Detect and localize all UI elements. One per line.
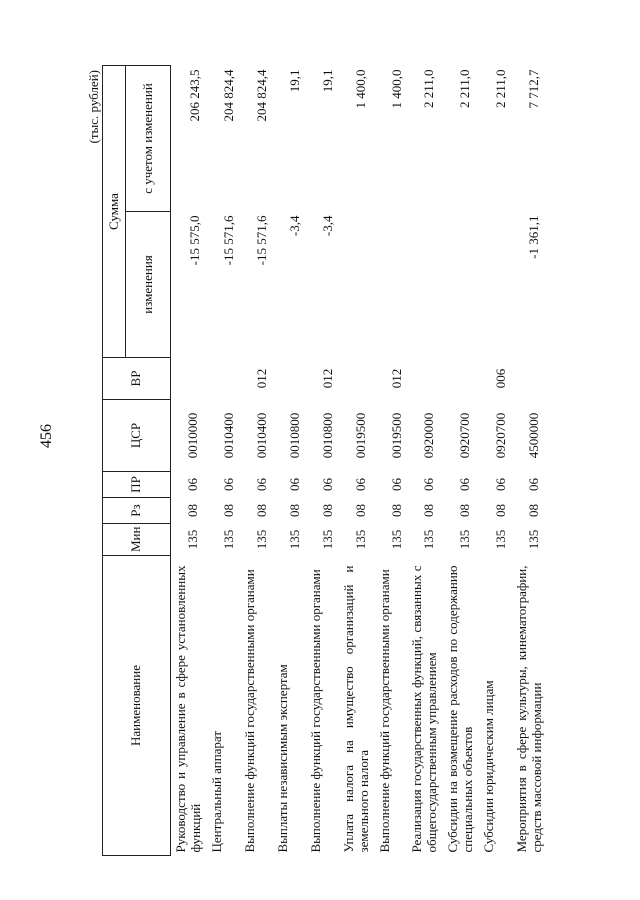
row-total: 204 824,4 (220, 69, 236, 122)
row-name: Субсидии юридическим лицам (481, 680, 497, 853)
row-csr: 0010800 (286, 412, 302, 459)
header-csr: ЦСР (103, 400, 171, 472)
row-pr: 06 (526, 478, 542, 491)
row-total: 1 400,0 (388, 69, 404, 109)
row-change (407, 212, 443, 358)
row-min: 135 (526, 529, 542, 550)
row-min: 135 (493, 529, 509, 550)
budget-table-page (84, 66, 564, 856)
row-rz: 08 (220, 504, 236, 517)
row-vr (512, 358, 548, 400)
row-min: 135 (319, 529, 335, 550)
row-total: 19,1 (319, 69, 335, 93)
header-sum: Сумма (103, 66, 126, 358)
row-csr: 0920700 (457, 412, 473, 459)
row-pr: 06 (220, 478, 236, 491)
header-pr: ПР (103, 472, 171, 498)
row-total: 2 211,0 (457, 69, 473, 109)
row-min: 135 (388, 529, 404, 550)
table-row (479, 66, 512, 856)
row-min: 135 (185, 529, 200, 550)
header-change: изменения (126, 212, 171, 358)
row-vr (443, 358, 479, 400)
row-vr: 012 (253, 368, 269, 389)
row-pr: 06 (253, 478, 269, 491)
row-csr: 0010400 (253, 412, 269, 459)
page-number: 456 (38, 424, 55, 448)
row-vr (171, 358, 207, 400)
row-name: Выполнение функций государственными органами (241, 569, 257, 853)
header-name: Наименование (103, 556, 171, 856)
row-total: 2 211,0 (421, 69, 437, 109)
row-rz: 08 (253, 504, 269, 517)
row-name: Уплата налога на имущество организаций и земельного налога (340, 565, 371, 853)
row-vr (273, 358, 306, 400)
row-vr: 006 (493, 368, 509, 389)
row-csr: 0010800 (319, 412, 335, 459)
row-csr: 0010400 (220, 412, 236, 459)
row-vr (339, 358, 375, 400)
units-label: (тыс. рублей) (86, 70, 101, 144)
row-total: 19,1 (286, 69, 302, 93)
header-rz: Рз (103, 498, 171, 524)
row-min: 135 (253, 529, 269, 550)
row-name: Мероприятия в сфере культуры, кинематографии, средств массовой информации (514, 565, 545, 853)
row-csr: 0019500 (388, 412, 404, 459)
row-name: Выполнение функций государственными органами (307, 569, 323, 853)
row-csr: 0920700 (493, 412, 509, 459)
table-row (171, 66, 207, 856)
row-vr: 012 (388, 368, 404, 389)
row-csr: 0920000 (421, 412, 437, 459)
row-total: 2 211,0 (493, 69, 509, 109)
row-min: 135 (286, 529, 302, 550)
table-row (240, 66, 273, 856)
row-min: 135 (352, 529, 368, 550)
table-row (512, 66, 548, 856)
row-rz: 08 (319, 504, 335, 517)
row-rz: 08 (493, 504, 509, 517)
row-vr: 012 (319, 368, 335, 389)
row-pr: 06 (421, 478, 437, 491)
header-with-change: с учетом изменений (126, 66, 171, 212)
row-change (375, 212, 408, 358)
table-row (443, 66, 479, 856)
row-pr: 06 (185, 478, 200, 491)
row-rz: 08 (388, 504, 404, 517)
row-name: Выполнение функций государственными органами (376, 569, 392, 853)
row-name: Субсидии на возмещение расходов по содержанию специальных объектов (445, 565, 476, 853)
row-min: 135 (220, 529, 236, 550)
table-row (207, 66, 240, 856)
row-pr: 06 (493, 478, 509, 491)
row-name: Центральный аппарат (208, 730, 224, 853)
table-row (375, 66, 408, 856)
row-rz: 08 (457, 504, 473, 517)
row-change: -15 575,0 (187, 215, 202, 266)
row-rz: 08 (421, 504, 437, 517)
header-min: Мин (103, 524, 171, 556)
row-total: 7 712,7 (526, 69, 542, 109)
row-total: 204 824,4 (253, 69, 269, 122)
row-rz: 08 (286, 504, 302, 517)
row-change: -1 361,1 (526, 215, 542, 259)
table-row (339, 66, 375, 856)
row-csr: 0010000 (185, 412, 200, 459)
row-change (339, 212, 375, 358)
row-pr: 06 (286, 478, 302, 491)
row-name: Выплаты независимым экспертам (274, 664, 290, 853)
row-min: 135 (457, 529, 473, 550)
row-pr: 06 (457, 478, 473, 491)
row-csr: 4500000 (526, 412, 542, 459)
row-pr: 06 (352, 478, 368, 491)
row-name: Реализация государственных функций, связанных с общегосударственным управлением (409, 565, 440, 853)
row-change: -15 571,6 (220, 215, 236, 266)
row-rz: 08 (352, 504, 368, 517)
row-change: -3,4 (319, 215, 335, 237)
table-row (273, 66, 306, 856)
table-row (306, 66, 339, 856)
row-change: -3,4 (286, 215, 302, 237)
row-csr: 0019500 (352, 412, 368, 459)
row-change: -15 571,6 (253, 215, 269, 266)
row-total: 1 400,0 (352, 69, 368, 109)
header-vr: ВР (103, 358, 171, 400)
row-min: 135 (421, 529, 437, 550)
row-change (479, 212, 512, 358)
budget-table (102, 65, 548, 856)
row-rz: 08 (526, 504, 542, 517)
row-pr: 06 (388, 478, 404, 491)
row-vr (207, 358, 240, 400)
row-pr: 06 (319, 478, 335, 491)
table-row (407, 66, 443, 856)
row-change (443, 212, 479, 358)
row-total: 206 243,5 (187, 69, 202, 122)
table-body (171, 66, 549, 856)
row-rz: 08 (185, 504, 200, 517)
row-name: Руководство и управление в сфере установленных функций (173, 565, 203, 853)
row-vr (407, 358, 443, 400)
